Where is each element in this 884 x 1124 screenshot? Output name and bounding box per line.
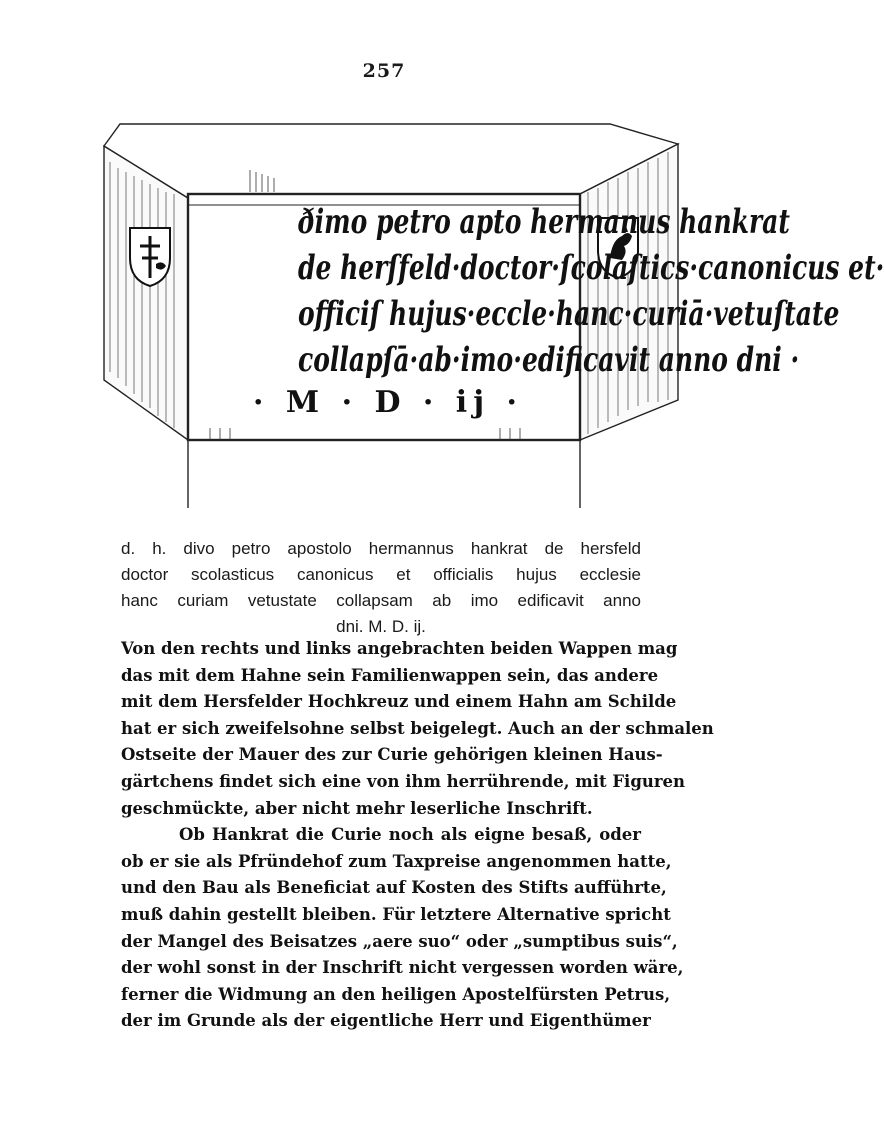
body-line: mit dem Hersfelder Hochkreuz und einem Hahn am Schilde xyxy=(121,692,677,712)
body-line: der im Grunde als der eigentliche Herr und Eigenthümer xyxy=(121,1011,651,1031)
transcription-line: d. h. divo petro apostolo hermannus hankrat de hersfeld xyxy=(121,539,641,558)
inscription-transcription xyxy=(121,536,641,640)
plaque-inscription-line: collapſā·ab·imo·edificavit anno dni · xyxy=(298,340,800,380)
plaque-date-line: · M · D · ij · xyxy=(253,385,523,420)
plaque-inscription-line: officiſ hujus·eccle·hanc·curiā·vetuſtate xyxy=(298,294,840,334)
body-line: gärtchens findet sich eine von ihm herrührende, mit Figuren xyxy=(121,771,686,791)
page-number: 257 xyxy=(362,60,406,82)
body-line: der wohl sonst in der Inschrift nicht vergessen worden wäre, xyxy=(121,958,684,978)
body-line: und den Bau als Beneficiat auf Kosten des Stifts aufführte, xyxy=(121,878,667,898)
body-line: Von den rechts und links angebrachten beiden Wappen mag xyxy=(121,639,678,658)
body-line: das mit dem Hahne sein Familienwappen sein, das andere xyxy=(121,665,659,685)
plaque-inscription-line: ðimo petro apto hermanus hankrat xyxy=(298,202,790,242)
body-line: der Mangel des Beisatzes „aere suo“ oder „sumptibus suis“, xyxy=(121,931,678,951)
transcription-line: doctor scolasticus canonicus et officialis hujus ecclesie xyxy=(121,565,641,584)
body-line: ferner die Widmung an den heiligen Apostelfürsten Petrus, xyxy=(121,984,671,1004)
inscription-woodcut xyxy=(100,110,884,510)
body-line: muß dahin gestellt bleiben. Für letztere Alternative spricht xyxy=(121,904,671,924)
body-line: ob er sie als Pfründehof zum Taxpreise angenommen hatte, xyxy=(121,851,672,871)
left-coat-of-arms-icon xyxy=(130,228,170,286)
transcription-line: hanc curiam vetustate collapsam ab imo edificavit anno xyxy=(121,591,641,610)
body-paragraphs xyxy=(121,636,714,1035)
plaque-inscription-line: de herſfeld·doctor·ſcolaſtics·canonicus et· xyxy=(298,248,884,288)
body-line: Ob Hankrat die Curie noch als eigne besaß, oder xyxy=(179,825,641,845)
body-line: Ostseite der Mauer des zur Curie gehörigen kleinen Haus- xyxy=(121,745,663,765)
body-line: geschmückte, aber nicht mehr leserliche Inschrift. xyxy=(121,798,593,818)
transcription-line: dni. M. D. ij. xyxy=(336,617,426,636)
body-line: hat er sich zweifelsohne selbst beigelegt. Auch an der schmalen xyxy=(121,718,714,738)
